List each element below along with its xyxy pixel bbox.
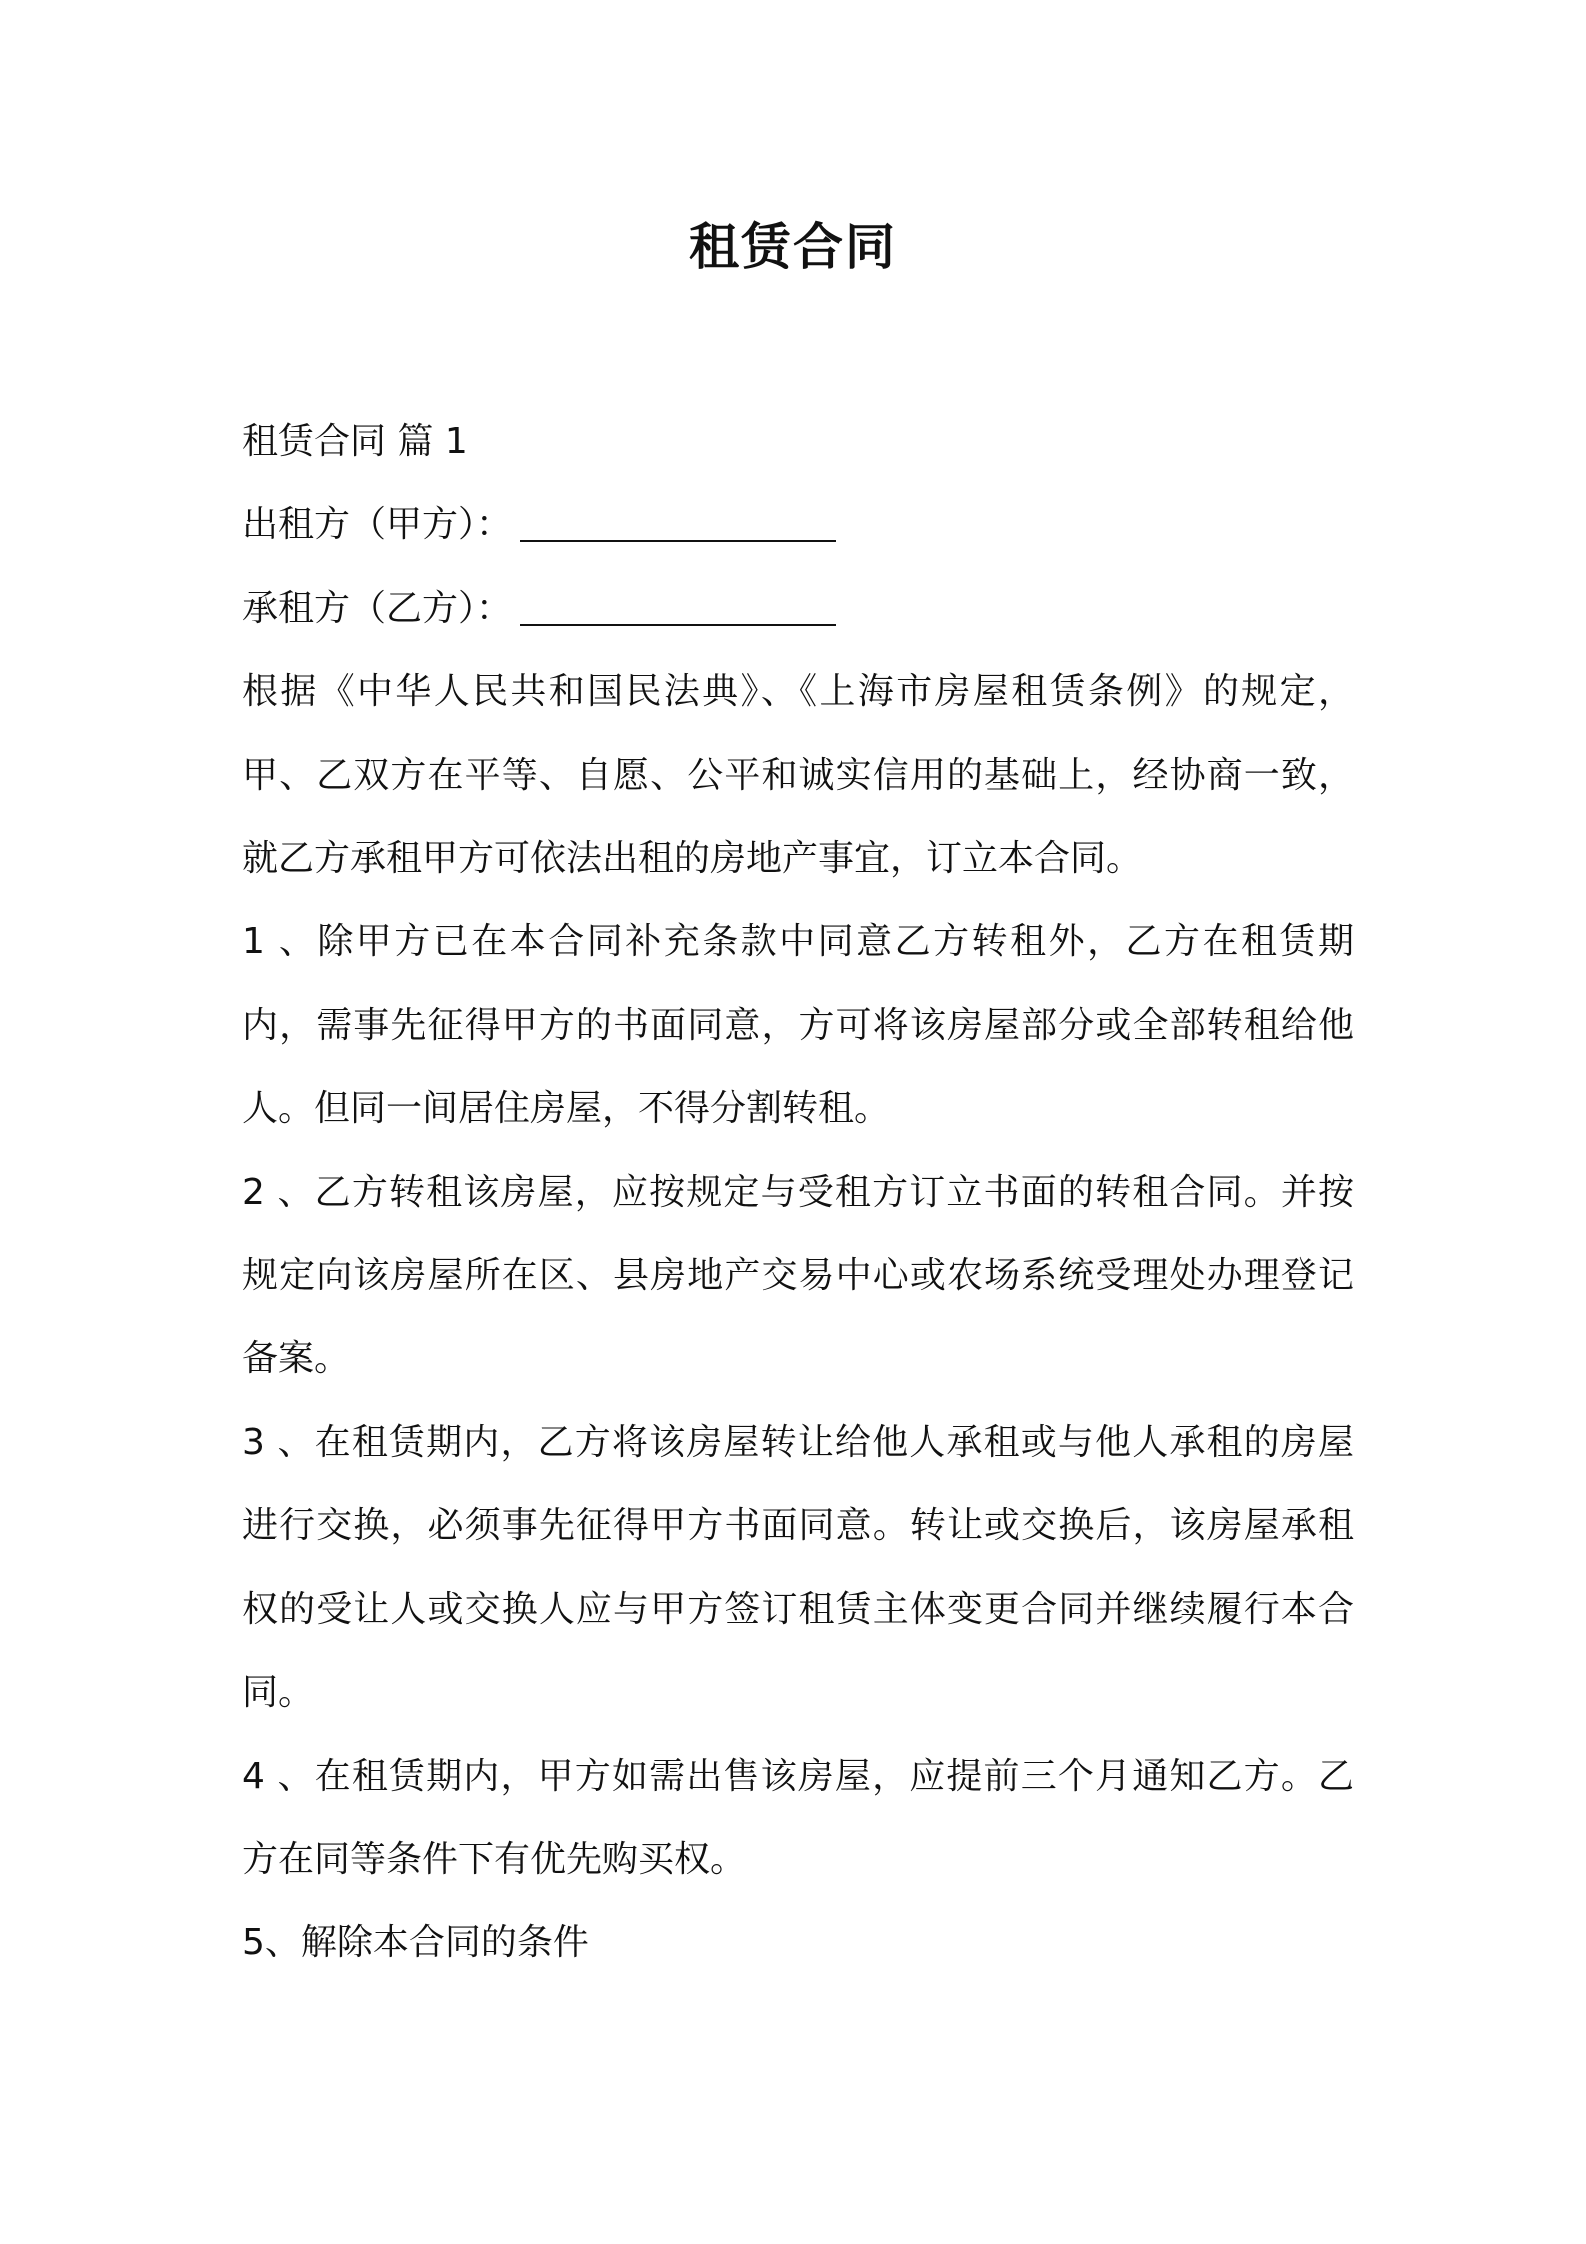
- clause-3: 3 、在租赁期内，乙方将该房屋转让给他人承租或与他人承租的房屋进行交换，必须事先征得甲方书面同意。转让或交换后，该房屋承租权的受让人或交换人应与甲方签订租赁主体变更合同并继续履行本合同。: [242, 1421, 1354, 1714]
- section-heading: 租赁合同 篇 1: [242, 421, 468, 462]
- document-title: 租赁合同: [689, 218, 897, 276]
- clause-5: 5、解除本合同的条件: [242, 1922, 589, 1964]
- clause-2: 2 、乙方转租该房屋，应按规定与受租方订立书面的转租合同。并按规定向该房屋所在区、县房地产交易中心或农场系统受理处办理登记备案。: [242, 1171, 1354, 1380]
- lessor-blank-field: [520, 502, 836, 542]
- clause-1: 1 、除甲方已在本合同补充条款中同意乙方转租外，乙方在租赁期内，需事先征得甲方的书面同意，方可将该房屋部分或全部转租给他人。但同一间居住房屋，不得分割转租。: [242, 921, 1354, 1130]
- lessee-label: 承租方（乙方）：: [242, 587, 513, 629]
- clause-4: 4 、在租赁期内，甲方如需出售该房屋，应提前三个月通知乙方。乙方在同等条件下有优先购买权。: [242, 1755, 1354, 1880]
- lessee-line: [242, 567, 1354, 650]
- intro-paragraph: 根据《中华人民共和国民法典》、《上海市房屋租赁条例》的规定，甲、乙双方在平等、自愿、公平和诚实信用的基础上，经协商一致，就乙方承租甲方可依法出租的房地产事宜，订立本合同。: [242, 671, 1354, 880]
- lessor-line: [242, 483, 1354, 566]
- lessee-blank-field: [520, 586, 836, 626]
- document-body: [242, 400, 1354, 1985]
- lessor-label: 出租方（甲方）：: [242, 504, 513, 546]
